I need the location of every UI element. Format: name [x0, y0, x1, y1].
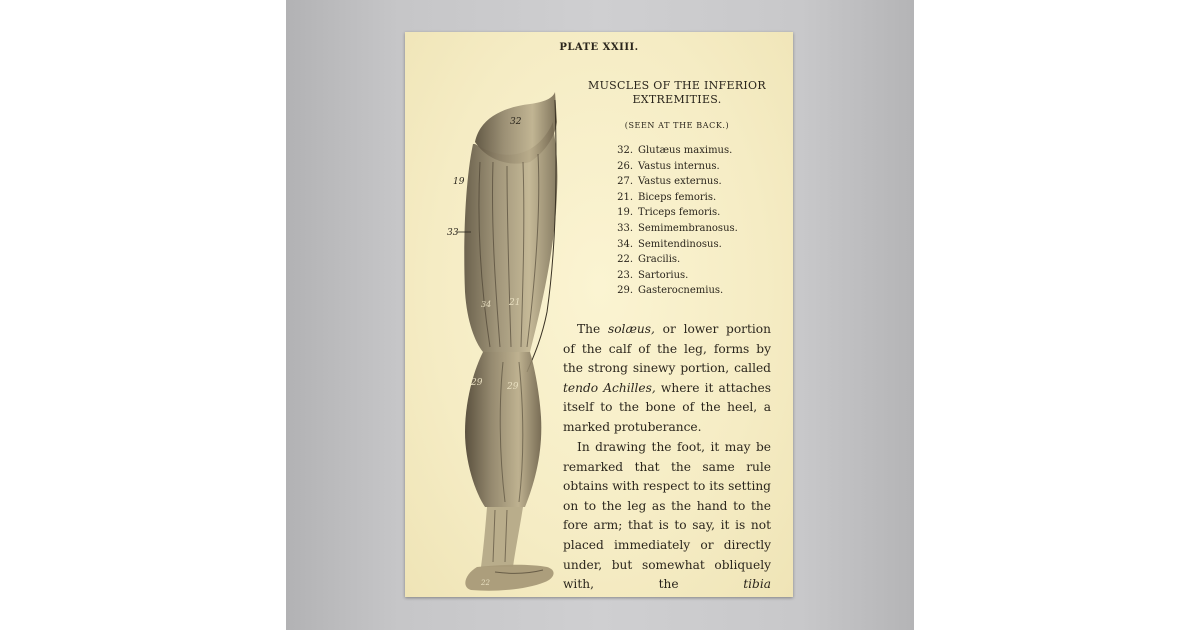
label-33: 33	[447, 228, 459, 238]
section-heading	[577, 79, 777, 107]
legend-item: 27. Vastus externus.	[617, 176, 722, 188]
section-subheading: (SEEN AT THE BACK.)	[624, 121, 730, 130]
heading-line-1: MUSCLES OF THE INFERIOR	[588, 79, 766, 92]
legend-item: 21. Biceps femoris.	[617, 191, 717, 203]
legend-item: 29. Gasterocnemius.	[617, 285, 724, 297]
label-21: 21	[509, 298, 521, 308]
label-19: 19	[453, 177, 465, 187]
label-29-inner: 29	[471, 378, 483, 388]
label-32: 32	[510, 117, 522, 127]
paragraph-foot: In drawing the foot, it may be remarked that the same rule obtains with respect to its setting on to the leg as the hand to the fore arm; that is to say, it is not placed immediately or directly under, but somewhat obliquely with, the tibia	[563, 440, 771, 592]
legend-item: 26. Vastus internus.	[617, 160, 720, 172]
legend-item: 33. Semimembranosus.	[617, 222, 738, 234]
plate-label: PLATE XXIII.	[559, 42, 639, 53]
legend-item: 22. Gracilis.	[617, 254, 681, 266]
label-22: 22	[481, 579, 490, 587]
muscle-legend	[611, 143, 738, 299]
legend-item: 19. Triceps femoris.	[617, 207, 721, 219]
label-34: 34	[481, 300, 492, 309]
poster-page	[405, 32, 793, 597]
label-29-outer: 29	[507, 382, 519, 392]
legend-item: 23. Sartorius.	[617, 269, 689, 281]
legend-item: 32. Glutæus maximus.	[617, 145, 733, 156]
heading-line-2: EXTREMITIES.	[632, 93, 722, 106]
legend-item: 34. Semitendinosus.	[617, 238, 722, 250]
paragraph-soleus: The solæus, or lower portion of the calf of the leg, forms by the strong sinewy portion, called tendo Achilles, where it attaches itself to the bone of the heel, a marked protuberance.	[563, 322, 772, 434]
